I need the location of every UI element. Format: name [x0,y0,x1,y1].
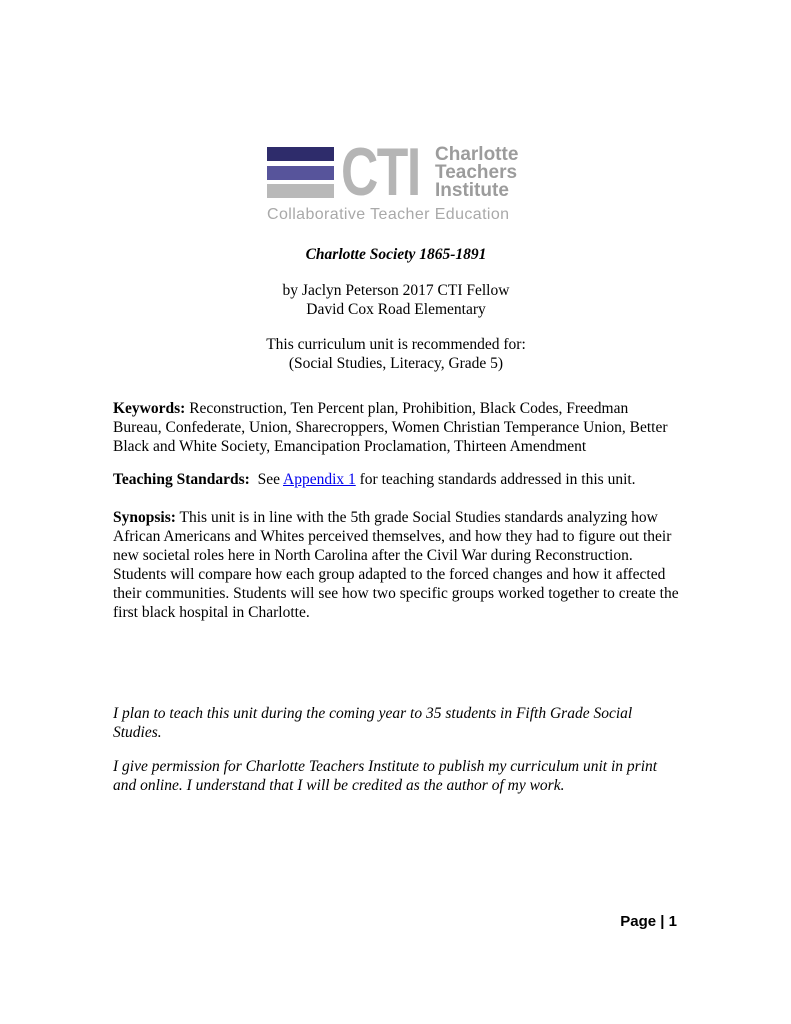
permission-statement: I give permission for Charlotte Teachers Institute to publish my curriculum unit in print and online. I understand that I will be credited as the author of my work. [113,758,658,794]
synopsis-text: This unit is in line with the 5th grade Social Studies standards analyzing how African Americans and Whites perceived themselves, and how they had to figure out their new societal roles here in North Carolina after the Civil War during Reconstruction. Students will compare how each group adapted to the forced changes and how it affected their communities. Students will see how two specific groups worked together to create the first black hospital in Charlotte. [113,509,679,621]
teaching-standards-before-link: See [257,471,280,488]
recommended-intro: This curriculum unit is recommended for: [266,336,526,353]
recommended-subjects: (Social Studies, Literacy, Grade 5) [288,355,504,372]
unit-title: Charlotte Society 1865-1891 [305,246,487,263]
recommended-block [113,335,679,373]
teaching-standards-after-link: for teaching standards addressed in this unit. [359,471,636,488]
teaching-plan-statement: I plan to teach this unit during the coming year to 35 students in Fifth Grade Social Studies. [113,705,633,741]
appendix-1-link[interactable]: Appendix 1 [283,471,356,488]
keywords-paragraph [113,399,679,456]
logo-bar [267,184,334,198]
cti-logo-row [267,134,519,210]
cti-tagline: Collaborative Teacher Education [267,206,510,223]
cti-name-line: Charlotte [435,144,519,165]
logo-bar [267,166,334,180]
school-name: David Cox Road Elementary [306,301,486,318]
cti-name-line: Institute [435,180,509,201]
cti-logo [267,134,519,224]
cti-logo-bars [267,147,334,198]
synopsis-label: Synopsis: [113,509,176,526]
cti-name [435,146,518,199]
keywords-text: Reconstruction, Ten Percent plan, Prohibition, Black Codes, Freedman Bureau, Confederate, Union, Sharecroppers, Women Christian Temperance Union, Better Black and White Society, Emancipation Proclamation, Thirteen Amendment [113,400,668,455]
synopsis-paragraph [113,508,679,622]
teaching-standards-paragraph [113,470,679,489]
keywords-label: Keywords: [113,400,186,417]
byline-block [113,281,679,319]
logo-bar [267,147,334,161]
byline: by Jaclyn Peterson 2017 CTI Fellow [282,282,510,299]
page-number: Page | 1 [620,913,677,930]
cti-acronym: CTI [341,134,420,210]
cti-name-line: Teachers [435,162,518,183]
teaching-standards-label: Teaching Standards: [113,471,250,488]
